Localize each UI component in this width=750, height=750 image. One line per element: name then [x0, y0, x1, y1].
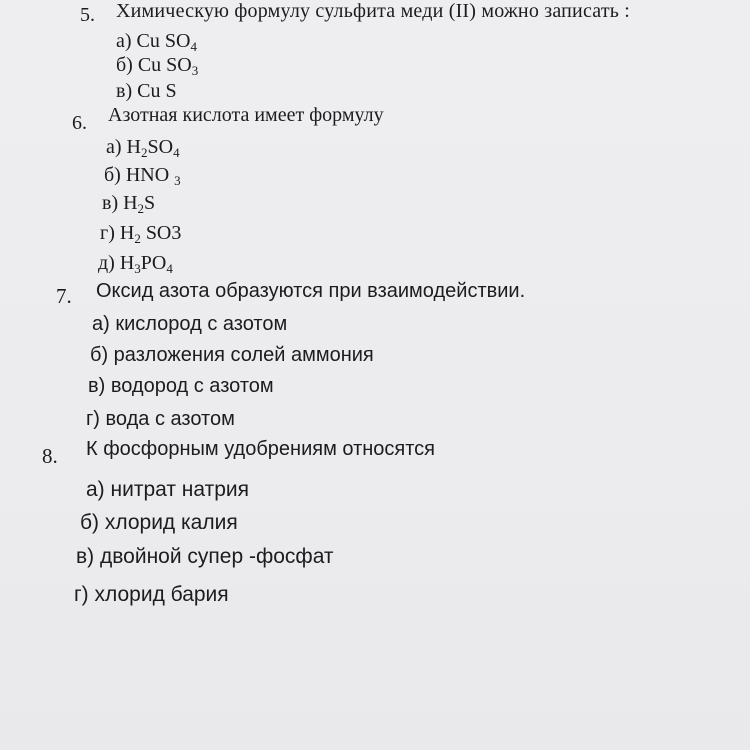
question-6-text: Азотная кислота имеет формулу — [108, 104, 384, 126]
question-8-option-c: в) двойной супер -фосфат — [76, 545, 334, 568]
question-5-text: Химическую формулу сульфита меди (II) можно записать : — [116, 0, 631, 22]
question-6-option-c: в) $H_2S$ — [102, 192, 156, 216]
question-8-option-d: г) хлорид бария — [74, 583, 229, 606]
question-5-number: 5. — [80, 4, 95, 26]
question-7-text: Оксид азота образуются при взаимодействии. — [96, 280, 526, 302]
question-7-number: 7. — [56, 284, 72, 308]
question-8-text: К фосфорным удобрениям относятся — [86, 438, 436, 460]
question-5-option-c: в) Cu S — [116, 80, 177, 102]
question-8-number: 8. — [42, 444, 58, 468]
question-8-option-b: б) хлорид калия — [80, 511, 238, 534]
question-7-option-a: а) кислород с азотом — [92, 313, 288, 335]
question-6-option-a: а) $H_2SO_4$ — [106, 136, 180, 160]
question-7-option-d: г) вода с азотом — [86, 408, 235, 430]
question-6-option-b: б) HNO $_3$ — [104, 164, 181, 188]
question-7-option-c: в) водород с азотом — [88, 375, 274, 397]
question-8-option-a: а) нитрат натрия — [86, 478, 250, 501]
question-7-option-b: б) разложения солей аммония — [90, 344, 374, 366]
question-5-option-a: а) Cu $SO_4$ — [116, 30, 197, 54]
question-5-option-b: б) Cu $SO_3$ — [116, 54, 199, 78]
question-6-option-e: д) $H_3PO_4$ — [98, 252, 173, 276]
question-6-number: 6. — [72, 112, 87, 134]
question-6-option-d: г) $H_2$ SO3 — [100, 222, 182, 246]
